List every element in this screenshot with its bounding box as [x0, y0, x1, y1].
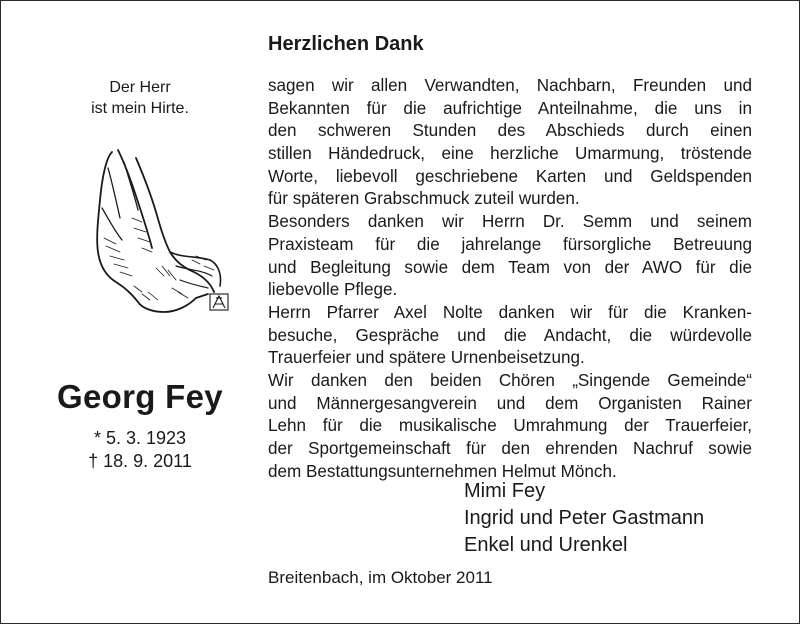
text-line: Trauerfeier und spätere Urnenbeisetzung.: [268, 348, 585, 368]
paragraph: [268, 302, 752, 370]
text-line: Besonders danken wir Herrn Dr. Semm und seinem: [268, 212, 752, 232]
text-line: und Männergesangverein und dem Organisten Rainer: [268, 393, 752, 413]
signer-name: Ingrid und Peter Gastmann: [464, 507, 705, 529]
text-line: den schweren Stunden des Abschieds durch einen: [268, 121, 752, 141]
text-line: Praxisteam für die jahrelange fürsorgliche Betreuung: [268, 234, 752, 254]
paragraph: [268, 75, 752, 211]
birth-date: * 5. 3. 1923: [93, 428, 187, 448]
bible-verse: [30, 77, 250, 119]
text-line: besuche, Gespräche und die Andacht, die würdevolle: [268, 325, 752, 345]
text-line: der Sportgemeinschaft für den ehrenden Nachruf sowie: [268, 439, 752, 458]
verse-line: Der Herr: [109, 79, 171, 96]
deceased-name: Georg Fey: [57, 378, 223, 415]
text-line: Wir danken den beiden Chören „Singende Gemeinde“: [268, 370, 752, 390]
praying-hands-icon: [72, 148, 232, 316]
text-line: liebevolle Pflege.: [268, 280, 398, 300]
text-line: sagen wir allen Verwandten, Nachbarn, Freunden und: [268, 76, 752, 95]
signer-name: Enkel und Urenkel: [464, 534, 628, 556]
life-dates: [30, 427, 250, 473]
text-line: Herrn Pfarrer Axel Nolte danken wir für die Kranken-: [268, 302, 752, 322]
verse-line: ist mein Hirte.: [91, 100, 189, 117]
text-line: und Begleitung sowie dem Team von der AWO für die: [268, 257, 752, 277]
text-line: dem Bestattungsunternehmen Helmut Mönch.: [268, 461, 617, 481]
signers: [464, 478, 704, 559]
thanks-text: [268, 75, 752, 483]
text-line: stillen Händedruck, eine herzliche Umarmung, tröstende: [268, 144, 752, 164]
text-line: Lehn für die musikalische Umrahmung der Trauerfeier,: [268, 416, 752, 436]
paragraph: [268, 370, 752, 483]
paragraph: [268, 211, 752, 302]
death-date: † 18. 9. 2011: [88, 451, 192, 471]
text-line: für späteren Grabschmuck zuteil wurden.: [268, 189, 580, 209]
place-and-date: Breitenbach, im Oktober 2011: [268, 568, 493, 587]
signer-name: Mimi Fey: [464, 480, 546, 502]
heading: Herzlichen Dank: [268, 33, 424, 55]
text-line: Bekannten für die aufrichtige Anteilnahme, die uns in: [268, 98, 752, 118]
text-line: Worte, liebevoll geschriebene Karten und Geldspenden: [268, 166, 752, 186]
